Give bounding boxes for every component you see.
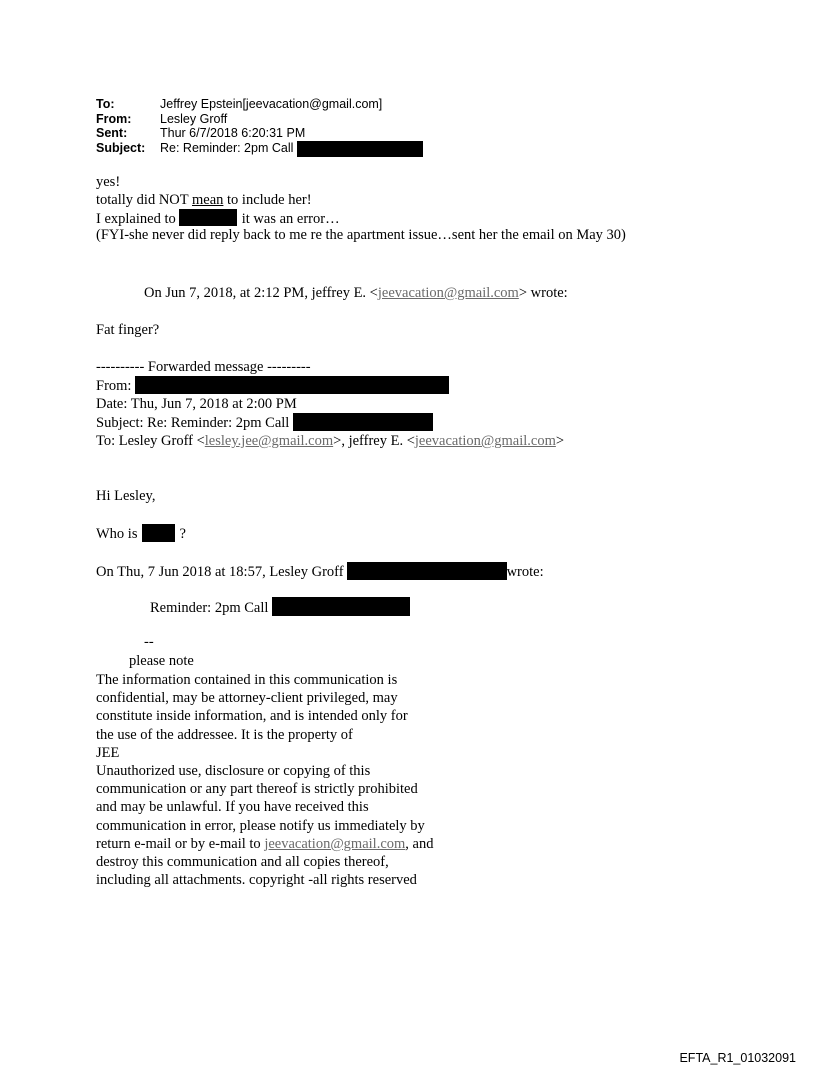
forwarded-from-label: From: bbox=[96, 378, 132, 394]
forwarded-divider: ---------- Forwarded message --------- bbox=[96, 359, 311, 375]
reply-line bbox=[96, 192, 796, 210]
disclaimer-line: Unauthorized use, disclosure or copying of this bbox=[96, 763, 371, 780]
subject-label: Subject: bbox=[96, 141, 146, 156]
forwarded-to bbox=[96, 432, 564, 450]
redaction-box bbox=[293, 413, 433, 431]
disclaimer-line: The information contained in this communication is bbox=[96, 672, 398, 688]
who-is-text: Who is bbox=[96, 526, 138, 542]
document-id: EFTA_R1_01032091 bbox=[679, 1051, 796, 1065]
quote-attribution bbox=[144, 285, 568, 302]
disclaimer-line: the use of the addressee. It is the property of bbox=[96, 726, 353, 743]
please-note: please note bbox=[129, 653, 194, 669]
reply-text: to include her! bbox=[223, 191, 312, 208]
email-body bbox=[96, 174, 796, 244]
email-header bbox=[96, 97, 423, 157]
forwarded-date: Date: Thu, Jun 7, 2018 at 2:00 PM bbox=[96, 396, 297, 412]
forwarded-subject bbox=[96, 413, 564, 432]
reply-text: it was an error… bbox=[241, 211, 340, 227]
email-link[interactable]: jeevacation@gmail.com bbox=[264, 835, 406, 852]
signature-dashes: -- bbox=[144, 634, 154, 650]
header-sent-row bbox=[96, 126, 423, 141]
header-to-row bbox=[96, 97, 423, 112]
reply-text: I explained to bbox=[96, 211, 176, 227]
redaction-box bbox=[179, 209, 237, 226]
who-is-text: ? bbox=[179, 526, 186, 542]
forwarded-to-text: To: Lesley Groff < bbox=[96, 433, 205, 449]
email-link[interactable]: lesley.jee@gmail.com bbox=[204, 433, 334, 449]
disclaimer bbox=[96, 671, 433, 889]
disclaimer-line: including all attachments. copyright -all rights reserved bbox=[96, 872, 417, 889]
disclaimer-line: communication in error, please notify us immediately by bbox=[96, 817, 425, 834]
reply-line: (FYI-she never did reply back to me re the apartment issue…sent her the email on May 30) bbox=[96, 226, 626, 243]
disclaimer-line: constitute inside information, and is intended only for bbox=[96, 708, 408, 725]
from-value: Lesley Groff bbox=[160, 111, 228, 126]
forwarded-subject-text: Subject: Re: Reminder: 2pm Call bbox=[96, 415, 290, 431]
disclaimer-line: destroy this communication and all copies thereof, bbox=[96, 854, 389, 871]
disclaimer-text: return e-mail or by e-mail to bbox=[96, 835, 265, 852]
email-link[interactable]: jeevacation@gmail.com bbox=[414, 433, 556, 449]
subject-value: Re: Reminder: 2pm Call bbox=[160, 141, 294, 156]
forwarded-block bbox=[96, 358, 564, 450]
reply-line: yes! bbox=[96, 174, 121, 190]
sent-label: Sent: bbox=[96, 126, 128, 140]
reminder-text: Reminder: 2pm Call bbox=[150, 600, 269, 616]
quote-text: On Jun 7, 2018, at 2:12 PM, jeffrey E. < bbox=[144, 285, 378, 301]
to-label: To: bbox=[96, 97, 115, 111]
who-is-line bbox=[96, 524, 186, 543]
quote-text: wrote: bbox=[506, 564, 544, 580]
reply-text-underlined: mean bbox=[192, 191, 224, 208]
reminder-line bbox=[150, 597, 410, 617]
redaction-box bbox=[297, 141, 423, 157]
disclaimer-line bbox=[96, 835, 433, 853]
disclaimer-line: and may be unlawful. If you have received this bbox=[96, 799, 369, 816]
disclaimer-line: confidential, may be attorney-client privileged, may bbox=[96, 690, 398, 707]
forwarded-to-text: > bbox=[555, 433, 565, 449]
header-from-row bbox=[96, 112, 423, 127]
message-text: Fat finger? bbox=[96, 322, 160, 338]
redaction-box bbox=[272, 597, 410, 616]
quote-attribution bbox=[96, 562, 544, 581]
disclaimer-line: JEE bbox=[96, 744, 120, 761]
forwarded-from bbox=[96, 376, 564, 395]
forwarded-to-text: >, jeffrey E. < bbox=[333, 433, 415, 449]
from-label: From: bbox=[96, 111, 132, 126]
to-value: Jeffrey Epstein[jeevacation@gmail.com] bbox=[160, 97, 383, 111]
reply-line bbox=[96, 209, 796, 227]
redaction-box bbox=[135, 376, 449, 394]
sent-value: Thur 6/7/2018 6:20:31 PM bbox=[160, 126, 306, 140]
reply-text: totally did NOT bbox=[96, 191, 192, 208]
header-subject-row bbox=[96, 141, 423, 157]
quote-text: On Thu, 7 Jun 2018 at 18:57, Lesley Groff bbox=[96, 564, 344, 580]
redaction-box bbox=[142, 524, 175, 542]
disclaimer-text: , and bbox=[405, 835, 434, 852]
redaction-box bbox=[347, 562, 507, 580]
greeting: Hi Lesley, bbox=[96, 488, 156, 504]
disclaimer-line: communication or any part thereof is strictly prohibited bbox=[96, 781, 418, 798]
quote-text: > wrote: bbox=[518, 285, 568, 301]
email-link[interactable]: jeevacation@gmail.com bbox=[377, 285, 519, 301]
